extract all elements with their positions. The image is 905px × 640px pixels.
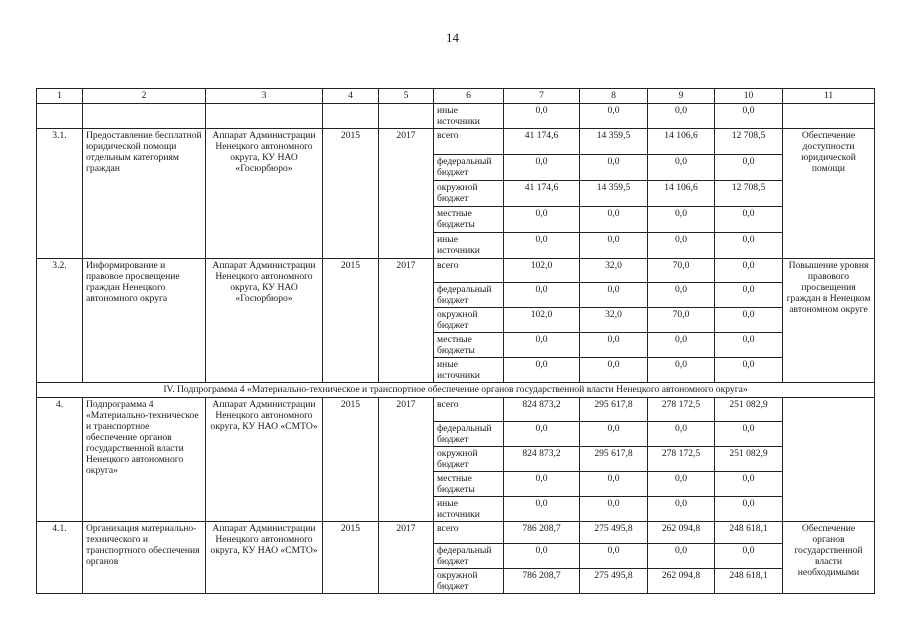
funding-value: 0,0: [504, 233, 580, 259]
header-cell: 11: [783, 89, 875, 104]
expected-result: Повышение уровня правового просвещения граждан в Ненецком автономном округе: [783, 259, 875, 383]
funding-source: окружной бюджет: [434, 181, 504, 207]
funding-source: всего: [434, 129, 504, 155]
funding-value: 0,0: [715, 308, 783, 333]
item-number: 4.: [37, 398, 83, 522]
item-name: Организация материально-технического и транспортного обеспечения органов: [83, 522, 206, 594]
funding-value: 0,0: [648, 472, 715, 497]
funding-value: 14 359,5: [580, 129, 648, 155]
section-row: [37, 383, 875, 398]
item-executor: Аппарат Администрации Ненецкого автономного округа, КУ НАО «СМТО»: [206, 398, 323, 522]
empty-cell: [379, 104, 434, 129]
funding-value: 70,0: [648, 308, 715, 333]
funding-value: 0,0: [715, 155, 783, 181]
funding-value: 0,0: [580, 155, 648, 181]
funding-value: 0,0: [504, 155, 580, 181]
header-cell: 3: [206, 89, 323, 104]
item-executor: Аппарат Администрации Ненецкого автономного округа, КУ НАО «СМТО»: [206, 522, 323, 594]
header-cell: 1: [37, 89, 83, 104]
funding-value: 0,0: [504, 472, 580, 497]
funding-source: всего: [434, 398, 504, 422]
funding-value: 0,0: [715, 358, 783, 383]
funding-source: иные источники: [434, 497, 504, 522]
funding-value: 786 208,7: [504, 569, 580, 594]
funding-value: 0,0: [580, 104, 648, 129]
empty-cell: [83, 104, 206, 129]
funding-source: иные источники: [434, 104, 504, 129]
funding-value: 278 172,5: [648, 447, 715, 472]
funding-value: 0,0: [648, 283, 715, 308]
header-cell: 9: [648, 89, 715, 104]
item-name: Предоставление бесплатной юридической помощи отдельным категориям граждан: [83, 129, 206, 259]
item-number: 4.1.: [37, 522, 83, 594]
funding-value: 102,0: [504, 259, 580, 283]
empty-cell: [783, 104, 875, 129]
funding-value: 14 106,6: [648, 181, 715, 207]
funding-value: 251 082,9: [715, 398, 783, 422]
funding-value: 0,0: [715, 422, 783, 447]
header-cell: 2: [83, 89, 206, 104]
table-row: [37, 398, 875, 422]
empty-cell: [206, 104, 323, 129]
funding-source: окружной бюджет: [434, 308, 504, 333]
start-year: 2015: [323, 398, 379, 522]
funding-value: 262 094,8: [648, 522, 715, 544]
funding-value: 0,0: [580, 283, 648, 308]
funding-value: 275 495,8: [580, 569, 648, 594]
funding-source: федеральный бюджет: [434, 422, 504, 447]
funding-value: 0,0: [648, 544, 715, 569]
funding-value: 0,0: [715, 104, 783, 129]
funding-value: 0,0: [648, 104, 715, 129]
funding-value: 0,0: [715, 472, 783, 497]
funding-value: 41 174,6: [504, 181, 580, 207]
funding-value: 0,0: [504, 104, 580, 129]
funding-source: иные источники: [434, 358, 504, 383]
funding-value: 0,0: [580, 233, 648, 259]
funding-value: 102,0: [504, 308, 580, 333]
funding-value: 0,0: [504, 333, 580, 358]
item-name: Информирование и правовое просвещение граждан Ненецкого автономного округа: [83, 259, 206, 383]
header-cell: 8: [580, 89, 648, 104]
funding-value: 0,0: [648, 333, 715, 358]
end-year: 2017: [379, 259, 434, 383]
funding-value: 14 106,6: [648, 129, 715, 155]
end-year: 2017: [379, 398, 434, 522]
funding-value: 0,0: [715, 207, 783, 233]
page-number: 14: [446, 30, 459, 45]
empty-cell: [37, 104, 83, 129]
funding-value: 12 708,5: [715, 181, 783, 207]
start-year: 2015: [323, 129, 379, 259]
funding-value: 0,0: [580, 207, 648, 233]
funding-value: 0,0: [504, 283, 580, 308]
funding-value: 0,0: [504, 497, 580, 522]
funding-value: 41 174,6: [504, 129, 580, 155]
funding-source: федеральный бюджет: [434, 155, 504, 181]
funding-value: 70,0: [648, 259, 715, 283]
funding-source: федеральный бюджет: [434, 544, 504, 569]
table-row: [37, 129, 875, 155]
start-year: 2015: [323, 522, 379, 594]
funding-value: 824 873,2: [504, 447, 580, 472]
funding-value: 278 172,5: [648, 398, 715, 422]
funding-value: 0,0: [504, 207, 580, 233]
funding-value: 0,0: [715, 544, 783, 569]
funding-value: 14 359,5: [580, 181, 648, 207]
funding-value: 0,0: [715, 333, 783, 358]
funding-value: 0,0: [648, 207, 715, 233]
expected-result: [783, 398, 875, 522]
funding-source: иные источники: [434, 233, 504, 259]
funding-source: местные бюджеты: [434, 207, 504, 233]
funding-source: федеральный бюджет: [434, 283, 504, 308]
funding-source: местные бюджеты: [434, 333, 504, 358]
header-cell: 5: [379, 89, 434, 104]
funding-value: 0,0: [648, 497, 715, 522]
funding-value: 824 873,2: [504, 398, 580, 422]
funding-value: 0,0: [715, 497, 783, 522]
funding-value: 275 495,8: [580, 522, 648, 544]
funding-value: 0,0: [715, 233, 783, 259]
end-year: 2017: [379, 522, 434, 594]
funding-value: 0,0: [648, 358, 715, 383]
funding-value: 0,0: [648, 155, 715, 181]
program-table: [36, 88, 875, 594]
funding-value: 12 708,5: [715, 129, 783, 155]
funding-value: 0,0: [648, 233, 715, 259]
funding-value: 0,0: [715, 283, 783, 308]
item-executor: Аппарат Администрации Ненецкого автономного округа, КУ НАО «Госюрбюро»: [206, 129, 323, 259]
funding-source: окружной бюджет: [434, 447, 504, 472]
funding-value: 0,0: [580, 497, 648, 522]
funding-value: 295 617,8: [580, 447, 648, 472]
header-cell: 6: [434, 89, 504, 104]
funding-value: 295 617,8: [580, 398, 648, 422]
empty-cell: [323, 104, 379, 129]
funding-value: 0,0: [504, 422, 580, 447]
funding-value: 0,0: [580, 544, 648, 569]
funding-value: 251 082,9: [715, 447, 783, 472]
funding-value: 0,0: [504, 544, 580, 569]
expected-result: Обеспечение органов государственной власти необходимыми: [783, 522, 875, 594]
funding-value: 32,0: [580, 259, 648, 283]
expected-result: Обеспечение доступности юридической помощи: [783, 129, 875, 259]
funding-value: 32,0: [580, 308, 648, 333]
funding-source: местные бюджеты: [434, 472, 504, 497]
item-executor: Аппарат Администрации Ненецкого автономного округа, КУ НАО «Госюрбюро»: [206, 259, 323, 383]
start-year: 2015: [323, 259, 379, 383]
header-cell: 7: [504, 89, 580, 104]
table-row: [37, 259, 875, 283]
table-row: [37, 522, 875, 544]
section-title: IV. Подпрограмма 4 «Материально-техническое и транспортное обеспечение органов государственной власти Ненецкого автономного округа»: [37, 383, 875, 398]
funding-source: всего: [434, 522, 504, 544]
funding-value: 262 094,8: [648, 569, 715, 594]
funding-value: 0,0: [580, 472, 648, 497]
funding-source: всего: [434, 259, 504, 283]
item-name: Подпрограмма 4 «Материально-техническое и транспортное обеспечение органов государственной власти Ненецкого автономного округа»: [83, 398, 206, 522]
funding-value: 0,0: [504, 358, 580, 383]
table-row: [37, 104, 875, 129]
header-cell: 4: [323, 89, 379, 104]
funding-value: 0,0: [580, 422, 648, 447]
funding-value: 0,0: [648, 422, 715, 447]
funding-value: 0,0: [580, 333, 648, 358]
header-cell: 10: [715, 89, 783, 104]
funding-value: 248 618,1: [715, 522, 783, 544]
item-number: 3.2.: [37, 259, 83, 383]
funding-value: 786 208,7: [504, 522, 580, 544]
item-number: 3.1.: [37, 129, 83, 259]
end-year: 2017: [379, 129, 434, 259]
funding-value: 0,0: [715, 259, 783, 283]
funding-source: окружной бюджет: [434, 569, 504, 594]
funding-value: 0,0: [580, 358, 648, 383]
header-row: [37, 89, 875, 104]
funding-value: 248 618,1: [715, 569, 783, 594]
